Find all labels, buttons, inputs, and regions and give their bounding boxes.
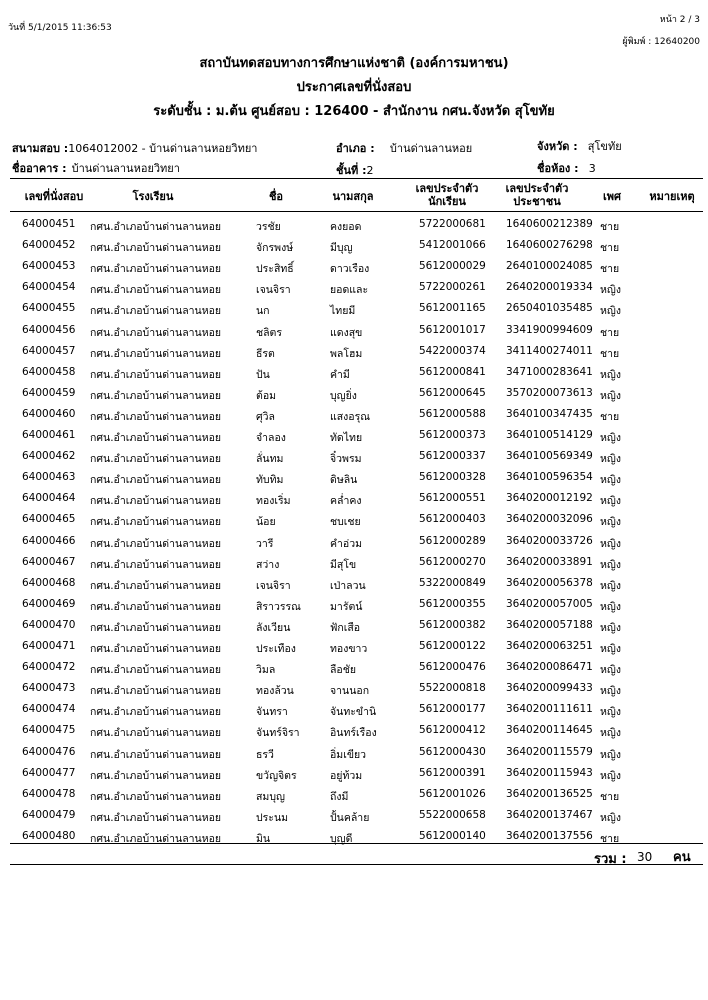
- col-header-sid-line2: นักเรียน: [428, 195, 466, 208]
- school-name: กศน.อำเภอบ้านด่านลานหอย: [90, 432, 222, 444]
- gender: ชาย: [600, 326, 620, 339]
- seat-number: 64000465: [22, 513, 76, 526]
- last-name: ฟักเสือ: [330, 621, 361, 634]
- citizen-id: 3640200115943: [506, 766, 593, 779]
- gender: หญิง: [600, 495, 621, 508]
- province-value: สุโขทัย: [587, 140, 622, 153]
- student-id: 5612000337: [419, 450, 486, 463]
- table-row: [0, 235, 708, 257]
- table-row: [0, 404, 708, 426]
- school-name: กศน.อำเภอบ้านด่านลานหอย: [90, 368, 222, 381]
- last-name: อินทร์เรือง: [330, 727, 377, 740]
- total-label: รวม :: [594, 852, 627, 867]
- room-value: 3: [588, 162, 596, 175]
- col-header-fname: ชื่อ: [268, 190, 284, 203]
- table-row: [0, 742, 708, 764]
- student-id: 5612000270: [419, 555, 486, 568]
- gender: หญิง: [600, 558, 621, 571]
- table-row: [0, 763, 708, 785]
- citizen-id: 3640100596354: [506, 471, 593, 484]
- gender: ชาย: [600, 242, 620, 255]
- district-value: บ้านด่านลานหอย: [389, 142, 473, 155]
- first-name: จันทร์จิรา: [256, 727, 300, 740]
- citizen-id: 3640200136525: [506, 787, 593, 800]
- seat-number: 64000466: [22, 534, 76, 547]
- col-header-sex: เพศ: [603, 190, 621, 203]
- seat-number: 64000471: [22, 640, 76, 652]
- gender: หญิง: [600, 305, 621, 318]
- school-name: กศน.อำเภอบ้านด่านลานหอย: [90, 790, 222, 803]
- header-bottom-rule: [10, 211, 703, 212]
- student-id: 5722000261: [419, 281, 486, 294]
- first-name: วรชัย: [256, 221, 281, 233]
- total-unit: คน: [673, 850, 691, 865]
- school-name: กศน.อำเภอบ้านด่านลานหอย: [90, 474, 222, 487]
- announcement-title: ประกาศเลขที่นั่งสอบ: [296, 80, 412, 95]
- seat-number: 64000457: [22, 344, 76, 357]
- citizen-id: 3640200114645: [506, 724, 593, 737]
- citizen-id: 3640200111611: [506, 703, 593, 716]
- table-row: [0, 446, 708, 468]
- table-row: [0, 573, 708, 595]
- table-row: [0, 320, 708, 342]
- building-value: บ้านด่านลานหอยวิทยา: [71, 162, 180, 175]
- last-name: จิ๋วพรม: [330, 453, 362, 466]
- school-name: กศน.อำเภอบ้านด่านลานหอย: [90, 748, 222, 761]
- school-name: กศน.อำเภอบ้านด่านลานหอย: [90, 579, 222, 592]
- citizen-id: 3570200073613: [506, 386, 593, 399]
- first-name: น้อย: [256, 516, 276, 529]
- last-name: จันทะขำนิ: [330, 706, 377, 719]
- citizen-id: 2650401035485: [506, 302, 593, 315]
- student-id: 5722000681: [419, 218, 486, 230]
- gender: หญิง: [600, 284, 621, 297]
- school-name: กศน.อำเภอบ้านด่านลานหอย: [90, 600, 222, 613]
- seat-number: 64000451: [22, 218, 76, 230]
- student-id: 5522000658: [419, 808, 486, 821]
- gender: ชาย: [600, 263, 620, 276]
- floor-info: [336, 159, 373, 179]
- school-name: กศน.อำเภอบ้านด่านลานหอย: [90, 389, 222, 402]
- table-row: [0, 615, 708, 637]
- col-header-cid-line2: ประชาชน: [513, 195, 561, 208]
- seat-number: 64000456: [22, 323, 76, 336]
- table-row: [0, 720, 708, 742]
- gender: หญิง: [600, 643, 621, 655]
- gender: หญิง: [600, 811, 621, 824]
- school-name: กศน.อำเภอบ้านด่านลานหอย: [90, 263, 222, 276]
- school-name: กศน.อำเภอบ้านด่านลานหอย: [90, 326, 222, 339]
- seat-number: 64000461: [22, 429, 76, 441]
- gender: หญิง: [600, 748, 621, 761]
- seat-number: 64000463: [22, 471, 76, 484]
- student-id: 5612000391: [419, 766, 486, 779]
- seat-number: 64000459: [22, 386, 76, 399]
- table-row: [0, 298, 708, 320]
- school-name: กศน.อำเภอบ้านด่านลานหอย: [90, 347, 222, 360]
- seat-number: 64000477: [22, 766, 76, 779]
- citizen-id: 3640200012192: [506, 492, 593, 505]
- seat-number: 64000462: [22, 450, 76, 463]
- citizen-id: 2640100024085: [506, 260, 593, 273]
- seat-number: 64000470: [22, 618, 76, 631]
- header-top-rule: [10, 178, 703, 179]
- gender: หญิง: [600, 600, 621, 613]
- total-count: 30: [637, 850, 653, 864]
- last-name: ชบเชย: [330, 516, 361, 529]
- citizen-id: 3640200057188: [506, 618, 593, 631]
- student-id: 5612000122: [419, 640, 486, 652]
- table-row: [0, 362, 708, 384]
- student-id: 5612000645: [419, 386, 486, 399]
- school-name: กศน.อำเภอบ้านด่านลานหอย: [90, 685, 222, 698]
- seat-number: 64000469: [22, 597, 76, 610]
- page-number: หน้า 2 / 3: [659, 15, 700, 25]
- table-row: [0, 383, 708, 405]
- last-name: แสงอรุณ: [330, 410, 370, 423]
- last-name: แดงสุข: [330, 326, 363, 339]
- first-name: ขวัญจิตร: [256, 769, 297, 782]
- school-name: กศน.อำเภอบ้านด่านลานหอย: [90, 537, 222, 550]
- school-name: กศน.อำเภอบ้านด่านลานหอย: [90, 516, 222, 529]
- table-row: [0, 784, 708, 806]
- citizen-id: 3341900994609: [506, 323, 593, 336]
- table-row: [0, 341, 708, 363]
- first-name: ทับทิม: [256, 474, 284, 487]
- first-name: เจนจิรา: [256, 579, 291, 592]
- first-name: ทองล้วน: [256, 685, 294, 698]
- last-name: เป่าลวน: [330, 579, 366, 592]
- last-name: ลือชัย: [330, 664, 357, 677]
- student-id: 5612001165: [419, 302, 486, 315]
- last-name: ทัดไทย: [330, 432, 363, 444]
- last-name: คำมี: [330, 368, 350, 381]
- first-name: ธรวี: [256, 748, 274, 761]
- school-name: กศน.อำเภอบ้านด่านลานหอย: [90, 453, 222, 466]
- first-name: ประนม: [256, 811, 289, 824]
- citizen-id: 3640200033891: [506, 555, 593, 568]
- student-id: 5612000382: [419, 618, 486, 631]
- citizen-id: 2640200019334: [506, 281, 593, 294]
- gender: หญิง: [600, 389, 621, 402]
- seat-number: 64000458: [22, 365, 76, 378]
- last-name: คล่ำคง: [330, 495, 362, 508]
- school-name: กศน.อำเภอบ้านด่านลานหอย: [90, 832, 222, 845]
- seat-number: 64000476: [22, 745, 76, 758]
- table-row: [0, 467, 708, 489]
- school-name: กศน.อำเภอบ้านด่านลานหอย: [90, 727, 222, 740]
- last-name: พลโฮม: [330, 347, 363, 360]
- room-info: [537, 157, 596, 177]
- first-name: สิราวรรณ: [256, 600, 301, 613]
- first-name: สว่าง: [256, 558, 280, 571]
- table-row: [0, 552, 708, 574]
- col-header-note: หมายเหตุ: [649, 190, 695, 203]
- citizen-id: 1640600276298: [506, 239, 593, 252]
- citizen-id: 1640600212389: [506, 218, 593, 230]
- seat-number: 64000453: [22, 260, 76, 273]
- last-name: มารัตน์: [330, 600, 363, 613]
- last-name: ปั้นคล้าย: [330, 811, 370, 824]
- school-name: กศน.อำเภอบ้านด่านลานหอย: [90, 558, 222, 571]
- student-id: 5612000476: [419, 661, 486, 674]
- last-name: ถึงมี: [330, 790, 349, 803]
- gender: หญิง: [600, 579, 621, 592]
- seat-number: 64000464: [22, 492, 76, 505]
- building-info: [12, 157, 180, 177]
- last-name: ทองขาว: [330, 643, 368, 655]
- last-name: ไทยมี: [330, 305, 356, 318]
- table-row: [0, 699, 708, 721]
- last-name: มีบุญ: [330, 242, 353, 255]
- student-id: 5422000374: [419, 344, 486, 357]
- seat-number: 64000452: [22, 239, 76, 252]
- venue-info: [12, 137, 257, 157]
- first-name: จักรพงษ์: [256, 242, 294, 255]
- venue-label: สนามสอบ :: [12, 142, 69, 155]
- gender: หญิง: [600, 453, 621, 466]
- table-row: [0, 509, 708, 531]
- first-name: จำลอง: [256, 432, 286, 444]
- school-name: กศน.อำเภอบ้านด่านลานหอย: [90, 706, 222, 719]
- last-name: มีสุโข: [330, 558, 357, 571]
- gender: หญิง: [600, 685, 621, 698]
- school-name: กศน.อำเภอบ้านด่านลานหอย: [90, 221, 222, 233]
- last-name: คำอ่วม: [330, 537, 363, 550]
- last-name: ดาวเรือง: [330, 263, 370, 276]
- citizen-id: 3640200099433: [506, 682, 593, 695]
- first-name: ศุวิล: [256, 410, 275, 423]
- last-name: อยู่ท้วม: [330, 769, 363, 782]
- citizen-id: 3640200057005: [506, 597, 593, 610]
- student-id: 5612000403: [419, 513, 486, 526]
- floor-value: 2: [366, 164, 374, 177]
- printer-id: ผู้พิมพ์ : 12640200: [622, 37, 700, 47]
- first-name: ทองเริ่ม: [256, 495, 291, 508]
- school-name: กศน.อำเภอบ้านด่านลานหอย: [90, 811, 222, 824]
- citizen-id: 3640100347435: [506, 407, 593, 420]
- student-id: 5612000412: [419, 724, 486, 737]
- col-header-cid-line1: เลขประจำตัว: [505, 182, 569, 195]
- seat-number: 64000474: [22, 703, 76, 716]
- first-name: ต้อม: [256, 389, 277, 402]
- school-name: กศน.อำเภอบ้านด่านลานหอย: [90, 242, 222, 255]
- seat-number: 64000455: [22, 302, 76, 315]
- gender: ชาย: [600, 221, 620, 233]
- school-name: กศน.อำเภอบ้านด่านลานหอย: [90, 410, 222, 423]
- school-name: กศน.อำเภอบ้านด่านลานหอย: [90, 664, 222, 677]
- last-name: บุญยิ่ง: [330, 389, 357, 402]
- seat-number: 64000460: [22, 407, 76, 420]
- citizen-id: 3640100514129: [506, 429, 593, 441]
- student-id: 5612000588: [419, 407, 486, 420]
- table-row: [0, 425, 708, 447]
- col-header-sid-line1: เลขประจำตัว: [415, 182, 479, 195]
- gender: หญิง: [600, 706, 621, 719]
- student-id: 5612000373: [419, 429, 486, 441]
- last-name: อิ่มเขียว: [330, 748, 367, 761]
- first-name: ประเทือง: [256, 643, 296, 655]
- gender: หญิง: [600, 432, 621, 444]
- table-row: [0, 805, 708, 827]
- seat-number: 64000473: [22, 682, 76, 695]
- student-id: 5612000029: [419, 260, 486, 273]
- print-date: วันที่ 5/1/2015 11:36:53: [8, 23, 112, 33]
- building-label: ชื่ออาคาร :: [12, 162, 67, 175]
- gender: หญิง: [600, 368, 621, 381]
- gender: หญิง: [600, 537, 621, 550]
- table-row: [0, 678, 708, 700]
- province-label: จังหวัด :: [537, 140, 578, 153]
- seat-number: 64000472: [22, 661, 76, 674]
- citizen-id: 3640200033726: [506, 534, 593, 547]
- seat-number: 64000468: [22, 576, 76, 589]
- gender: หญิง: [600, 621, 621, 634]
- first-name: จันทรา: [256, 706, 288, 719]
- student-id: 5612000140: [419, 829, 486, 842]
- first-name: สมบุญ: [256, 790, 285, 803]
- first-name: ลังเวียน: [256, 621, 291, 634]
- student-id: 5522000818: [419, 682, 486, 695]
- citizen-id: 3640200137556: [506, 829, 593, 842]
- gender: ชาย: [600, 790, 620, 803]
- student-id: 5612000177: [419, 703, 486, 716]
- citizen-id: 3640200032096: [506, 513, 593, 526]
- first-name: นก: [256, 305, 270, 318]
- student-id: 5612000289: [419, 534, 486, 547]
- school-name: กศน.อำเภอบ้านด่านลานหอย: [90, 284, 222, 297]
- venue-value: 1064012002 - บ้านด่านลานหอยวิทยา: [68, 142, 258, 155]
- citizen-id: 3640200115579: [506, 745, 593, 758]
- table-row: [0, 214, 708, 236]
- gender: ชาย: [600, 832, 620, 845]
- col-header-school: โรงเรียน: [132, 190, 174, 203]
- table-row: [0, 657, 708, 679]
- level-center-title: ระดับชั้น : ม.ต้น ศูนย์สอบ : 126400 - สำนักงาน กศน.จังหวัด สุโขทัย: [153, 104, 555, 119]
- last-name: คงยอด: [330, 221, 362, 233]
- seat-number: 64000467: [22, 555, 76, 568]
- room-label: ชื่อห้อง :: [537, 162, 579, 175]
- first-name: ลั่นทม: [256, 453, 284, 466]
- citizen-id: 3411400274011: [506, 344, 593, 357]
- table-row: [0, 488, 708, 510]
- institution-title: สถาบันทดสอบทางการศึกษาแห่งชาติ (องค์การมหาชน): [199, 56, 509, 71]
- school-name: กศน.อำเภอบ้านด่านลานหอย: [90, 643, 222, 655]
- student-id: 5612000841: [419, 365, 486, 378]
- gender: ชาย: [600, 410, 620, 423]
- first-name: ประสิทธิ์: [256, 263, 294, 276]
- citizen-id: 3640200137467: [506, 808, 593, 821]
- seat-number: 64000480: [22, 829, 76, 842]
- student-id: 5612000355: [419, 597, 486, 610]
- table-bottom-rule: [10, 843, 703, 844]
- student-id: 5612000328: [419, 471, 486, 484]
- table-row: [0, 826, 708, 848]
- gender: หญิง: [600, 769, 621, 782]
- first-name: มิน: [256, 832, 271, 845]
- student-id: 5612000551: [419, 492, 486, 505]
- province-info: [537, 135, 622, 155]
- first-name: ปัน: [256, 368, 270, 381]
- table-row: [0, 277, 708, 299]
- citizen-id: 3640200063251: [506, 640, 593, 652]
- student-id: 5322000849: [419, 576, 486, 589]
- table-row: [0, 256, 708, 278]
- school-name: กศน.อำเภอบ้านด่านลานหอย: [90, 769, 222, 782]
- gender: หญิง: [600, 664, 621, 677]
- seat-number: 64000475: [22, 724, 76, 737]
- gender: ชาย: [600, 347, 620, 360]
- col-header-lname: นามสกุล: [332, 190, 374, 203]
- first-name: วิมล: [256, 664, 276, 677]
- last-name: จานนอก: [330, 685, 370, 698]
- school-name: กศน.อำเภอบ้านด่านลานหอย: [90, 621, 222, 634]
- student-id: 5612000430: [419, 745, 486, 758]
- seat-number: 64000454: [22, 281, 76, 294]
- first-name: ธีรต: [256, 347, 275, 360]
- district-label: อำเภอ :: [336, 142, 375, 155]
- school-name: กศน.อำเภอบ้านด่านลานหอย: [90, 305, 222, 318]
- student-id: 5612001026: [419, 787, 486, 800]
- citizen-id: 3640200056378: [506, 576, 593, 589]
- gender: หญิง: [600, 727, 621, 740]
- seat-number: 64000479: [22, 808, 76, 821]
- last-name: บุญดี: [330, 832, 353, 845]
- col-header-seat: เลขที่นั่งสอบ: [24, 190, 84, 203]
- citizen-id: 3640100569349: [506, 450, 593, 463]
- citizen-id: 3640200086471: [506, 661, 593, 674]
- first-name: ชลิตร: [256, 326, 283, 339]
- floor-label: ชั้นที่ :: [336, 164, 367, 177]
- gender: หญิง: [600, 516, 621, 529]
- student-id: 5612001017: [419, 323, 486, 336]
- gender: หญิง: [600, 474, 621, 487]
- student-id: 5412001066: [419, 239, 486, 252]
- table-row: [0, 594, 708, 616]
- last-name: ดิษลิน: [330, 474, 358, 487]
- citizen-id: 3471000283641: [506, 365, 593, 378]
- district-info: [336, 137, 472, 157]
- table-row: [0, 531, 708, 553]
- last-name: ยอดและ: [330, 284, 369, 297]
- school-name: กศน.อำเภอบ้านด่านลานหอย: [90, 495, 222, 508]
- seat-number: 64000478: [22, 787, 76, 800]
- first-name: วารี: [256, 537, 274, 550]
- footer-rule: [10, 864, 703, 865]
- table-row: [0, 636, 708, 658]
- first-name: เจนจิรา: [256, 284, 291, 297]
